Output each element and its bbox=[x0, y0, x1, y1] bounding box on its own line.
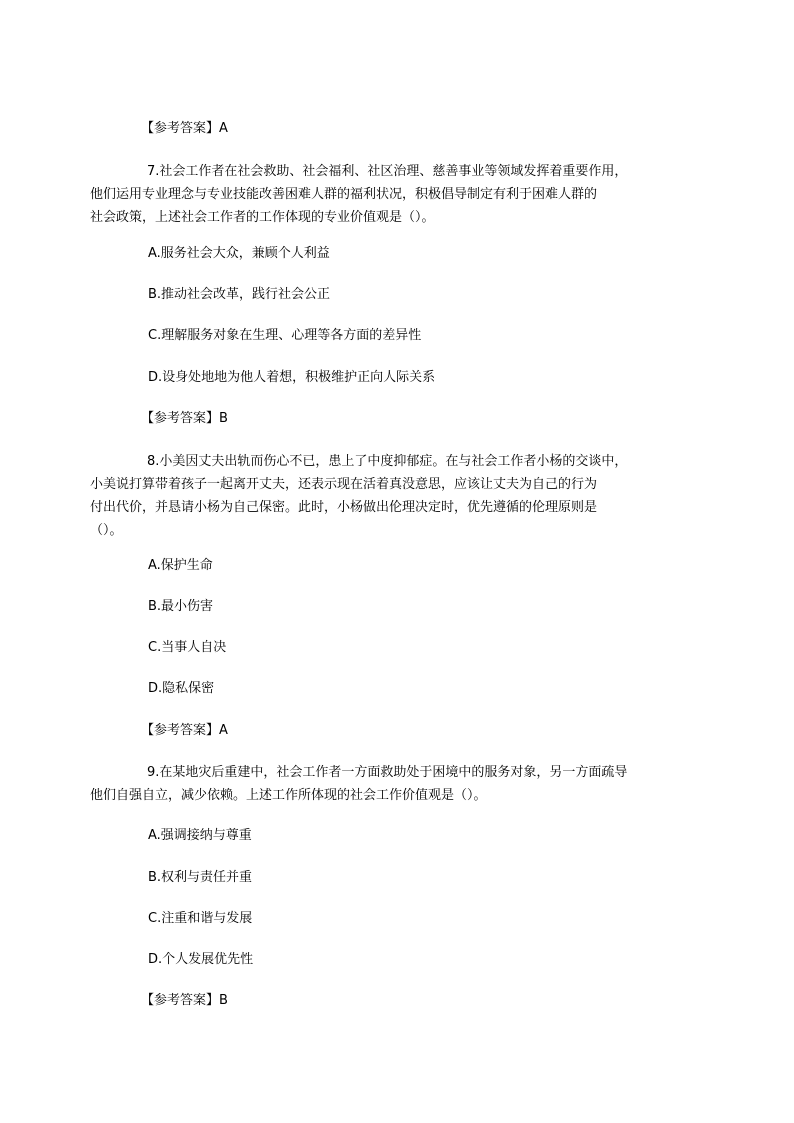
question-8-line-4: （）。 bbox=[90, 523, 123, 538]
question-9-line-2: 他们自强自立，减少依赖。上述工作所体现的社会工作价值观是（）。 bbox=[90, 788, 487, 803]
question-8-option-b: B.最小伤害 bbox=[148, 599, 214, 614]
question-9-option-b: B.权利与责任并重 bbox=[148, 870, 253, 885]
question-8-option-a: A.保护生命 bbox=[148, 558, 213, 573]
question-7-option-d: D.设身处地地为他人着想，积极维护正向人际关系 bbox=[148, 370, 436, 385]
question-8-option-d: D.隐私保密 bbox=[148, 681, 215, 696]
question-7-option-a: A.服务社会大众，兼顾个人利益 bbox=[148, 246, 330, 261]
question-7-option-c: C.理解服务对象在生理、心理等各方面的差异性 bbox=[148, 328, 422, 343]
question-7-option-b: B.推动社会改革，践行社会公正 bbox=[148, 287, 331, 302]
question-8-option-c: C.当事人自决 bbox=[148, 640, 227, 655]
question-9-option-c: C.注重和谐与发展 bbox=[148, 911, 253, 926]
question-9-option-a: A.强调接纳与尊重 bbox=[148, 828, 252, 843]
question-8-line-3: 付出代价，并恳请小杨为自己保密。此时，小杨做出伦理决定时，优先遵循的伦理原则是 bbox=[90, 500, 598, 515]
question-8 bbox=[90, 450, 670, 542]
question-8-line-2: 小美说打算带着孩子一起离开丈夫，还表示现在活着真没意思，应该让丈夫为自己的行为 bbox=[90, 477, 598, 492]
question-9-line-1: 9.在某地灾后重建中，社会工作者一方面救助处于困境中的服务对象，另一方面疏导 bbox=[147, 765, 628, 780]
question-7-line-3: 社会政策，上述社会工作者的工作体现的专业价值观是（）。 bbox=[90, 210, 435, 225]
answer-key-7: 【参考答案】B bbox=[141, 411, 228, 426]
question-9-option-d: D.个人发展优先性 bbox=[148, 952, 254, 967]
answer-key-8: 【参考答案】A bbox=[141, 723, 228, 738]
answer-key-6: 【参考答案】A bbox=[141, 121, 228, 136]
answer-key-9: 【参考答案】B bbox=[141, 993, 228, 1008]
question-9 bbox=[90, 761, 670, 807]
question-7-line-1: 7.社会工作者在社会救助、社会福利、社区治理、慈善事业等领域发挥着重要作用， bbox=[147, 164, 628, 179]
question-7-line-2: 他们运用专业理念与专业技能改善困难人群的福利状况，积极倡导制定有利于困难人群的 bbox=[90, 187, 598, 202]
question-8-line-1: 8.小美因丈夫出轨而伤心不已，患上了中度抑郁症。在与社会工作者小杨的交谈中， bbox=[147, 454, 628, 469]
question-7 bbox=[90, 160, 670, 229]
